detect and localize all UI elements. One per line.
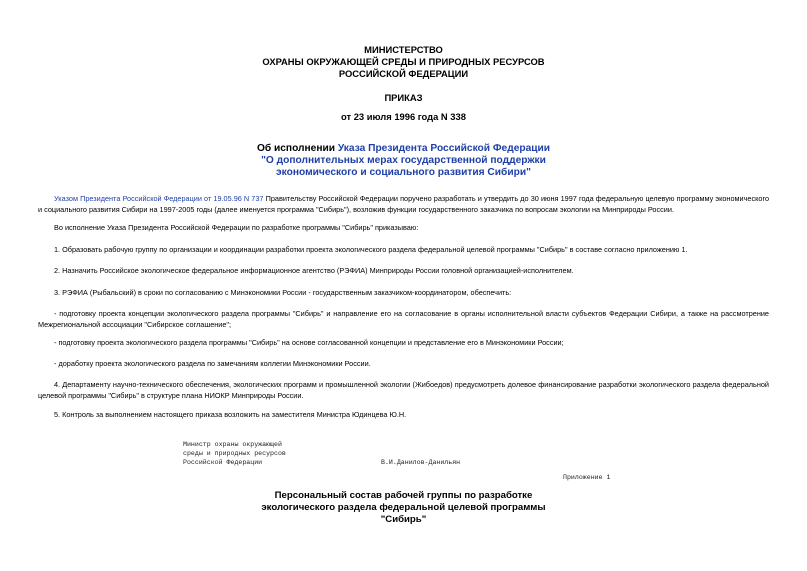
order-intro: Во исполнение Указа Президента Российской Федерации по разработке программы "Сибирь" приказываю: (54, 223, 419, 232)
appendix-title-line3: "Сибирь" (380, 514, 427, 525)
intro-paragraph (38, 193, 769, 215)
subject-line3[interactable]: экономического и социального развития Сибири" (276, 167, 531, 178)
ministry-name-line1: МИНИСТЕРСТВО (364, 44, 443, 55)
item-3: 3. РЭФИА (Рыбальский) в сроки по согласованию с Минэкономики России - государственным заказчиком-координатором, обеспечить: (54, 288, 512, 297)
ministry-name-line2: ОХРАНЫ ОКРУЖАЮЩЕЙ СРЕДЫ И ПРИРОДНЫХ РЕСУРСОВ (262, 56, 545, 67)
signature-title-line2: среды и природных ресурсов (183, 450, 286, 457)
decree-737-link[interactable]: Указом Президента Российской Федерации от 19.05.96 N 737 (54, 194, 264, 203)
signature-name: В.И.Данилов-Данильян (381, 459, 461, 466)
item-3c: - доработку проекта экологического раздела по замечаниям коллегии Минэкономики России. (54, 359, 371, 368)
appendix-label: Приложение 1 (563, 474, 611, 481)
item-2: 2. Назначить Российское экологическое федеральное информационное агентство (РЭФИА) Минприроды России головной организацией-исполнителем. (54, 266, 574, 275)
item-4: 4. Департаменту научно-технического обеспечения, экологических программ и промышленной экологии (Жибоедов) предусмотреть долевое финансирование разработки экологического раздела федеральной целевой программы "Сибирь" в структуре плана НИОКР Минприроды России. (38, 380, 769, 400)
ministry-name-line3: РОССИЙСКОЙ ФЕДЕРАЦИИ (338, 68, 469, 79)
decree-link[interactable]: Указа Президента Российской Федерации (337, 143, 551, 154)
item-1: 1. Образовать рабочую группу по организации и координации разработки проекта экологического раздела федеральной целевой программы "Сибирь" в составе согласно приложению 1. (54, 245, 688, 254)
item-5: 5. Контроль за выполнением настоящего приказа возложить на заместителя Министра Юдинцева Ю.Н. (54, 410, 407, 419)
item-3a: - подготовку проекта концепции экологического раздела программы "Сибирь" и направление его на согласование в органы исполнительной власти субъектов Федерации Сибири, а также на рассмотрение Межрегиональной ассоциации "Сибирское соглашение"; (38, 309, 769, 329)
appendix-title-line2: экологического раздела федеральной целевой программы (261, 502, 546, 513)
intro-text: Правительству Российской Федерации поручено разработать и утвердить до 30 июня 1997 года федеральную целевую программу экономического и социального развития Сибири на 1997-2005 годы (далее именуется программа "Сибирь"), возложив функции государственного заказчика по вопросам экологии на Минприроды России. (38, 194, 770, 214)
item-3b: - подготовку проекта экологического раздела программы "Сибирь" на основе согласованной концепции и представление его в Минэкономики России; (54, 338, 564, 347)
subject-line1 (0, 143, 807, 155)
document-type: ПРИКАЗ (384, 92, 423, 103)
document-date: от 23 июля 1996 года N 338 (341, 111, 466, 122)
appendix-title-line1: Персональный состав рабочей группы по разработке (274, 490, 533, 501)
signature-title-line1: Министр охраны окружающей (183, 441, 282, 448)
signature-title-line3: Российской Федерации (183, 459, 263, 466)
subject-line2[interactable]: "О дополнительных мерах государственной поддержки (261, 155, 546, 166)
subject-prefix: Об исполнении (256, 143, 338, 154)
